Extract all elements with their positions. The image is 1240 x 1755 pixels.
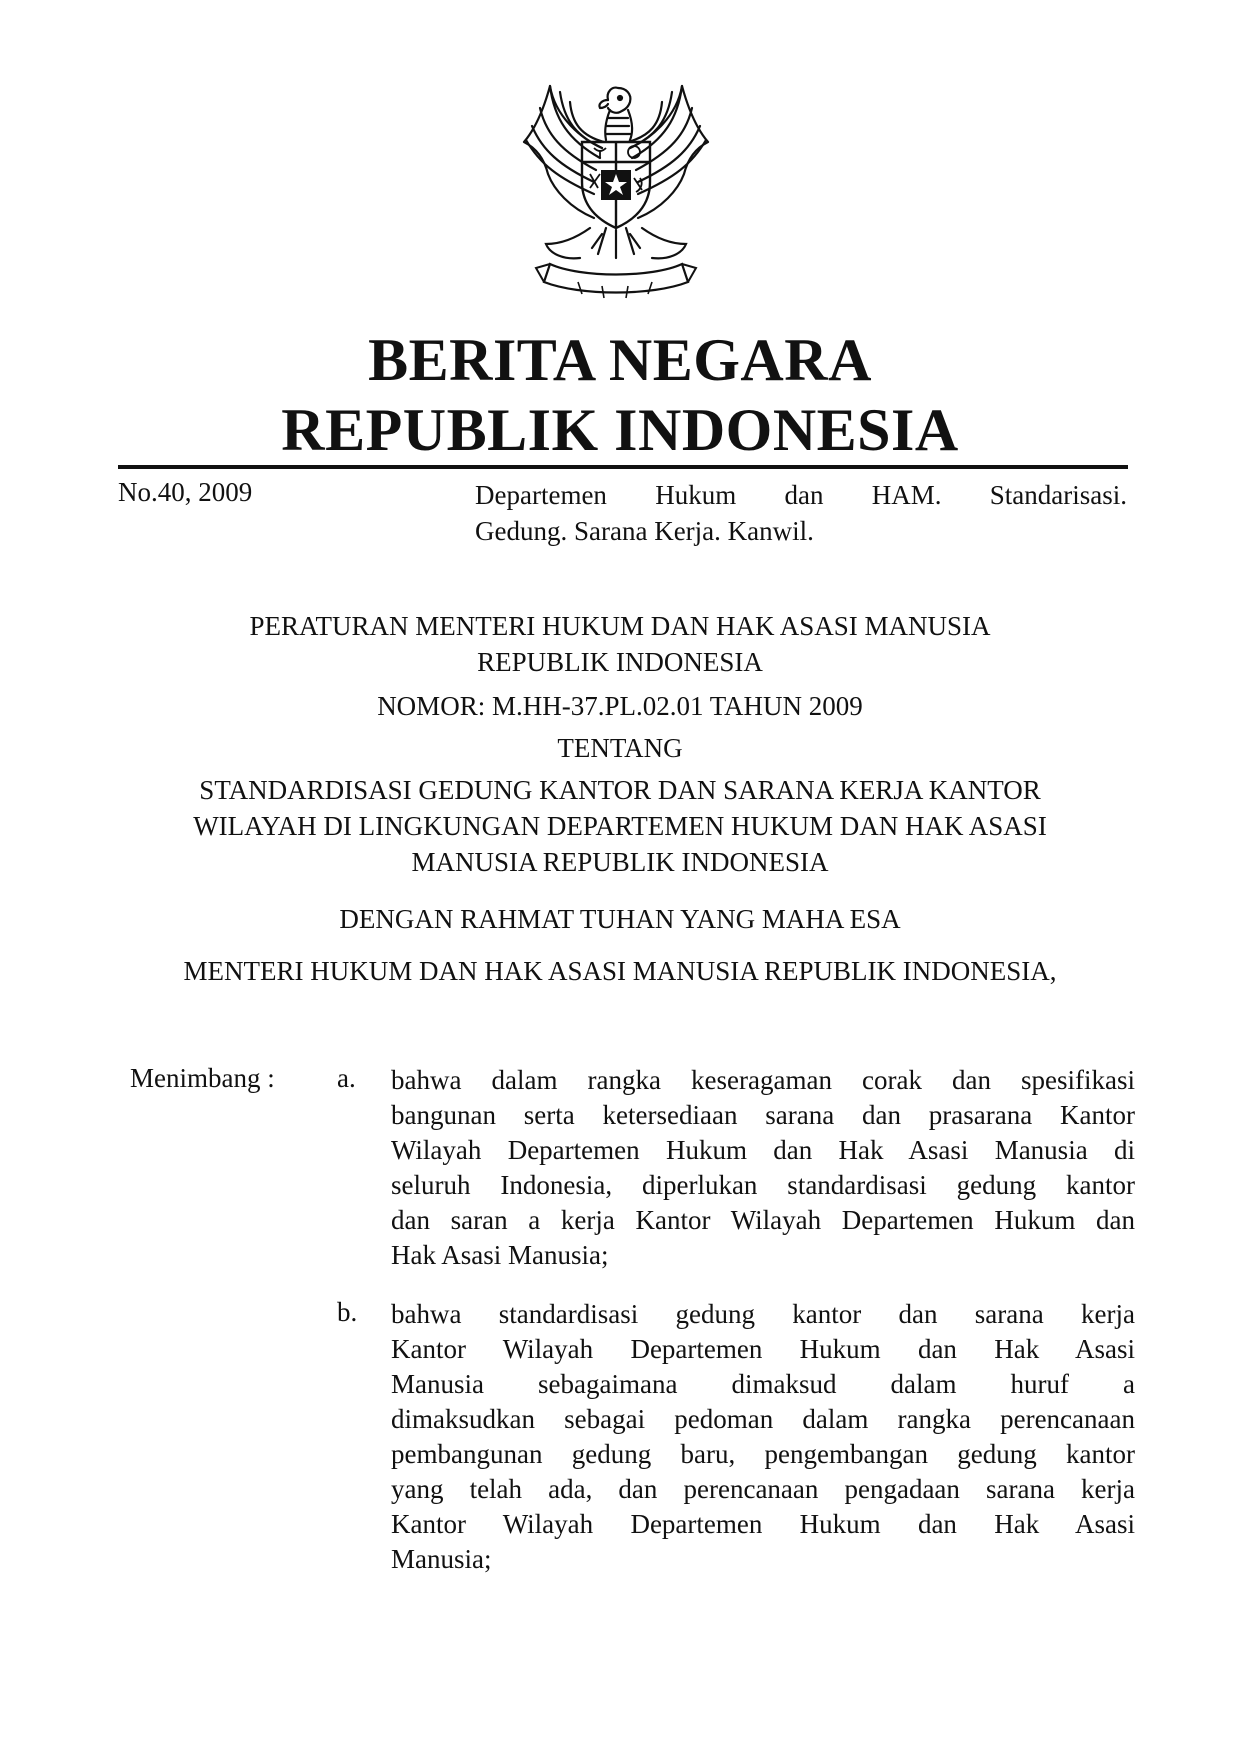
item-line: bahwa dalam rangka keseragaman corak dan spesifikasi bbox=[391, 1065, 1135, 1095]
considering-label: Menimbang : bbox=[130, 1063, 275, 1093]
issuing-minister: MENTERI HUKUM DAN HAK ASASI MANUSIA REPUBLIK INDONESIA, bbox=[183, 956, 1057, 986]
considering-item-a bbox=[391, 1063, 1135, 1273]
item-line: Kantor Wilayah Departemen Hukum dan Hak Asasi bbox=[391, 1509, 1135, 1539]
item-line: Hak Asasi Manusia; bbox=[391, 1240, 609, 1270]
garuda-emblem-icon bbox=[510, 78, 722, 300]
subject-line: WILAYAH DI LINGKUNGAN DEPARTEMEN HUKUM DAN HAK ASASI bbox=[193, 811, 1047, 841]
item-line: yang telah ada, dan perencanaan pengadaan sarana kerja bbox=[391, 1474, 1135, 1504]
keywords-line: Departemen Hukum dan HAM. Standarisasi. bbox=[475, 480, 1127, 510]
masthead-subtitle: REPUBLIK INDONESIA bbox=[281, 397, 959, 463]
item-line: Wilayah Departemen Hukum dan Hak Asasi Manusia di bbox=[391, 1135, 1135, 1165]
item-line: bangunan serta ketersediaan sarana dan prasarana Kantor bbox=[391, 1100, 1135, 1130]
regulation-about: TENTANG bbox=[557, 733, 683, 763]
item-letter: b. bbox=[337, 1297, 358, 1327]
item-letter: a. bbox=[337, 1063, 356, 1093]
keywords-line: Gedung. Sarana Kerja. Kanwil. bbox=[475, 516, 814, 546]
regulation-title-line: PERATURAN MENTERI HUKUM DAN HAK ASASI MANUSIA bbox=[249, 611, 991, 641]
gazette-number: No.40, 2009 bbox=[118, 477, 253, 507]
item-line: dan saran a kerja Kantor Wilayah Departemen Hukum dan bbox=[391, 1205, 1135, 1235]
subject-line: MANUSIA REPUBLIK INDONESIA bbox=[411, 847, 829, 877]
considering-item-b bbox=[391, 1297, 1135, 1577]
gazette-keywords bbox=[475, 477, 1127, 549]
item-line: bahwa standardisasi gedung kantor dan sarana kerja bbox=[391, 1299, 1135, 1329]
item-line: Kantor Wilayah Departemen Hukum dan Hak Asasi bbox=[391, 1334, 1135, 1364]
item-line: dimaksudkan sebagai pedoman dalam rangka perencanaan bbox=[391, 1404, 1135, 1434]
item-line: seluruh Indonesia, diperlukan standardisasi gedung kantor bbox=[391, 1170, 1135, 1200]
masthead-divider bbox=[118, 465, 1128, 469]
item-line: pembangunan gedung baru, pengembangan gedung kantor bbox=[391, 1439, 1135, 1469]
item-line: Manusia sebagaimana dimaksud dalam huruf a bbox=[391, 1369, 1135, 1399]
item-line: Manusia; bbox=[391, 1544, 492, 1574]
invocation: DENGAN RAHMAT TUHAN YANG MAHA ESA bbox=[339, 904, 901, 934]
regulation-number: NOMOR: M.HH-37.PL.02.01 TAHUN 2009 bbox=[377, 691, 863, 721]
masthead-title: BERITA NEGARA bbox=[368, 327, 872, 393]
regulation-subject bbox=[80, 772, 1160, 880]
regulation-title bbox=[80, 608, 1160, 680]
regulation-title-line: REPUBLIK INDONESIA bbox=[477, 647, 763, 677]
subject-line: STANDARDISASI GEDUNG KANTOR DAN SARANA KERJA KANTOR bbox=[199, 775, 1041, 805]
